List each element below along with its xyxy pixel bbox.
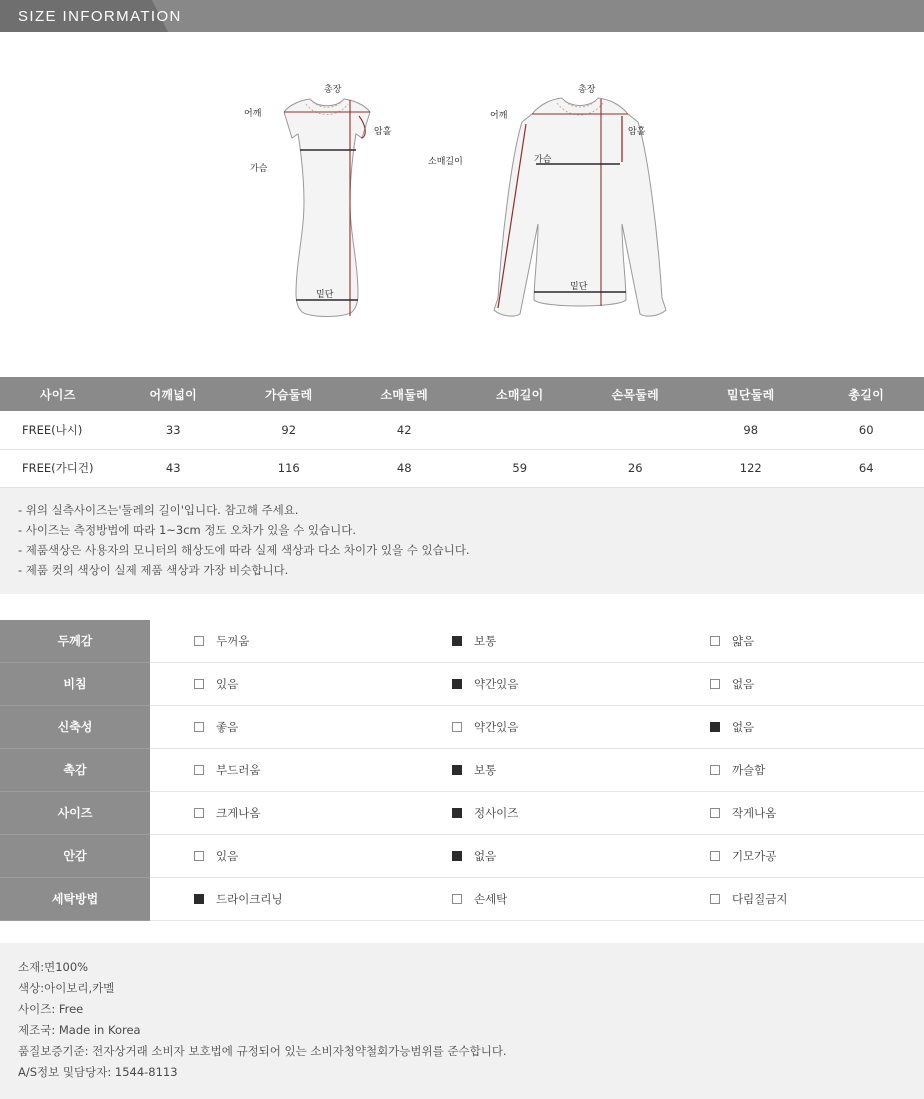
attribute-row	[0, 748, 924, 791]
info-line: 제조국: Made in Korea	[18, 1020, 924, 1041]
option-label: 작게나옴	[732, 805, 776, 821]
checkbox-checked-icon[interactable]	[710, 722, 720, 732]
checkbox-unchecked-icon[interactable]	[194, 851, 204, 861]
fabric-attributes	[0, 620, 924, 921]
label-armhole: 암홀	[374, 124, 391, 137]
option-label: 까슬함	[732, 762, 765, 778]
attribute-label: 사이즈	[0, 791, 150, 834]
option-label: 없음	[732, 676, 754, 692]
attribute-options	[150, 834, 924, 877]
attribute-options	[150, 791, 924, 834]
column-header: 밑단둘레	[693, 377, 809, 411]
cardigan-diagram-svg	[470, 94, 690, 344]
option-label: 두꺼움	[216, 633, 249, 649]
option-item[interactable]	[150, 719, 408, 735]
attribute-row	[0, 705, 924, 748]
attribute-options	[150, 662, 924, 705]
checkbox-unchecked-icon[interactable]	[710, 894, 720, 904]
size-notes	[0, 488, 924, 594]
option-item[interactable]	[150, 676, 408, 692]
checkbox-unchecked-icon[interactable]	[710, 636, 720, 646]
info-line: 색상:아이보리,카멜	[18, 978, 924, 999]
column-header: 어깨넓이	[116, 377, 232, 411]
option-item[interactable]	[150, 891, 408, 907]
option-label: 약간있음	[474, 719, 518, 735]
checkbox-unchecked-icon[interactable]	[452, 894, 462, 904]
option-item[interactable]	[150, 805, 408, 821]
option-item[interactable]	[666, 805, 924, 821]
attribute-options	[150, 748, 924, 791]
label-hem: 밑단	[316, 287, 333, 300]
section-banner	[0, 0, 924, 32]
cell-wrist: 26	[578, 449, 694, 487]
option-item[interactable]	[666, 676, 924, 692]
label-hem: 밑단	[570, 279, 587, 292]
attribute-row	[0, 620, 924, 663]
info-line: 소재:면100%	[18, 957, 924, 978]
cell-sleeve-circ: 42	[347, 411, 463, 449]
page-title: SIZE INFORMATION	[0, 8, 182, 25]
note-line: - 사이즈는 측정방법에 따라 1~3cm 정도 오차가 있을 수 있습니다.	[18, 520, 924, 540]
attribute-row	[0, 834, 924, 877]
table-row	[0, 449, 924, 487]
garment-diagrams	[0, 32, 924, 377]
cell-chest: 92	[231, 411, 347, 449]
checkbox-checked-icon[interactable]	[452, 808, 462, 818]
attribute-options	[150, 620, 924, 663]
cell-shoulder: 33	[116, 411, 232, 449]
option-label: 보통	[474, 762, 496, 778]
cell-total-length: 60	[809, 411, 924, 449]
column-header: 소매둘레	[347, 377, 463, 411]
attribute-label: 안감	[0, 834, 150, 877]
cell-sleeve-length	[462, 411, 578, 449]
label-chest: 가슴	[250, 161, 267, 174]
checkbox-checked-icon[interactable]	[452, 636, 462, 646]
option-item[interactable]	[408, 805, 666, 821]
checkbox-unchecked-icon[interactable]	[710, 808, 720, 818]
checkbox-unchecked-icon[interactable]	[710, 851, 720, 861]
label-shoulder: 어깨	[490, 108, 507, 121]
checkbox-checked-icon[interactable]	[452, 765, 462, 775]
sleeveless-garment-diagram	[232, 94, 422, 347]
option-label: 드라이크리닝	[216, 891, 283, 907]
label-total-length: 총장	[324, 82, 341, 95]
option-item[interactable]	[408, 762, 666, 778]
option-label: 얇음	[732, 633, 754, 649]
option-label: 있음	[216, 676, 238, 692]
option-label: 없음	[732, 719, 754, 735]
column-header: 손목둘레	[578, 377, 694, 411]
attribute-row	[0, 791, 924, 834]
option-item[interactable]	[408, 719, 666, 735]
cell-hem: 122	[693, 449, 809, 487]
option-item[interactable]	[408, 676, 666, 692]
cell-shoulder: 43	[116, 449, 232, 487]
option-item[interactable]	[150, 848, 408, 864]
label-armhole: 암홀	[628, 124, 645, 137]
sleeveless-diagram-svg	[232, 94, 422, 344]
checkbox-unchecked-icon[interactable]	[194, 765, 204, 775]
info-line: 사이즈: Free	[18, 999, 924, 1020]
cell-hem: 98	[693, 411, 809, 449]
attribute-label: 비침	[0, 662, 150, 705]
measurement-header-row	[0, 377, 924, 411]
column-header: 사이즈	[0, 377, 116, 411]
checkbox-unchecked-icon[interactable]	[452, 722, 462, 732]
option-item[interactable]	[666, 891, 924, 907]
label-sleeve-length: 소매길이	[428, 154, 463, 167]
cardigan-garment-diagram	[470, 94, 690, 347]
attribute-options	[150, 877, 924, 920]
option-label: 부드러움	[216, 762, 260, 778]
measurement-table	[0, 377, 924, 488]
option-item[interactable]	[150, 633, 408, 649]
attribute-label: 촉감	[0, 748, 150, 791]
option-item[interactable]	[666, 848, 924, 864]
option-label: 크게나옴	[216, 805, 260, 821]
note-line: - 제품 컷의 색상이 실제 제품 색상과 가장 비슷합니다.	[18, 560, 924, 580]
label-total-length: 총장	[578, 82, 595, 95]
option-item[interactable]	[666, 762, 924, 778]
size-name: FREE(나시)	[0, 411, 116, 449]
attribute-row	[0, 877, 924, 920]
checkbox-unchecked-icon[interactable]	[194, 722, 204, 732]
option-label: 손세탁	[474, 891, 507, 907]
option-item[interactable]	[408, 891, 666, 907]
table-row	[0, 411, 924, 449]
cell-chest: 116	[231, 449, 347, 487]
info-line: 품질보증기준: 전자상거래 소비자 보호법에 규정되어 있는 소비자청약철회가능범위를 준수합니다.	[18, 1041, 924, 1062]
checkbox-unchecked-icon[interactable]	[710, 679, 720, 689]
column-header: 총길이	[809, 377, 924, 411]
option-label: 없음	[474, 848, 496, 864]
label-chest: 가슴	[534, 152, 551, 165]
product-info	[0, 943, 924, 1099]
checkbox-unchecked-icon[interactable]	[194, 636, 204, 646]
cell-sleeve-circ: 48	[347, 449, 463, 487]
checkbox-unchecked-icon[interactable]	[710, 765, 720, 775]
option-label: 좋음	[216, 719, 238, 735]
column-header: 소매길이	[462, 377, 578, 411]
size-name: FREE(가디건)	[0, 449, 116, 487]
option-label: 정사이즈	[474, 805, 518, 821]
cell-wrist	[578, 411, 694, 449]
cell-total-length: 64	[809, 449, 924, 487]
cell-sleeve-length: 59	[462, 449, 578, 487]
option-item[interactable]	[408, 848, 666, 864]
option-label: 약간있음	[474, 676, 518, 692]
option-item[interactable]	[408, 633, 666, 649]
checkbox-unchecked-icon[interactable]	[194, 679, 204, 689]
attribute-label: 세탁방법	[0, 877, 150, 920]
option-label: 기모가공	[732, 848, 776, 864]
attribute-label: 신축성	[0, 705, 150, 748]
option-label: 보통	[474, 633, 496, 649]
option-item[interactable]	[150, 762, 408, 778]
note-line: - 위의 실측사이즈는'둘레의 길이'입니다. 참고해 주세요.	[18, 500, 924, 520]
option-item[interactable]	[666, 719, 924, 735]
option-item[interactable]	[666, 633, 924, 649]
checkbox-checked-icon[interactable]	[194, 894, 204, 904]
info-line: A/S정보 및담당자: 1544-8113	[18, 1062, 924, 1083]
note-line: - 제품색상은 사용자의 모니터의 해상도에 따라 실제 색상과 다소 차이가 있을 수 있습니다.	[18, 540, 924, 560]
column-header: 가슴둘레	[231, 377, 347, 411]
checkbox-unchecked-icon[interactable]	[194, 808, 204, 818]
attribute-row	[0, 662, 924, 705]
checkbox-checked-icon[interactable]	[452, 679, 462, 689]
checkbox-checked-icon[interactable]	[452, 851, 462, 861]
label-shoulder: 어깨	[244, 106, 261, 119]
option-label: 있음	[216, 848, 238, 864]
attribute-label: 두께감	[0, 620, 150, 663]
attribute-options	[150, 705, 924, 748]
attribute-table	[0, 620, 924, 921]
option-label: 다림질금지	[732, 891, 788, 907]
